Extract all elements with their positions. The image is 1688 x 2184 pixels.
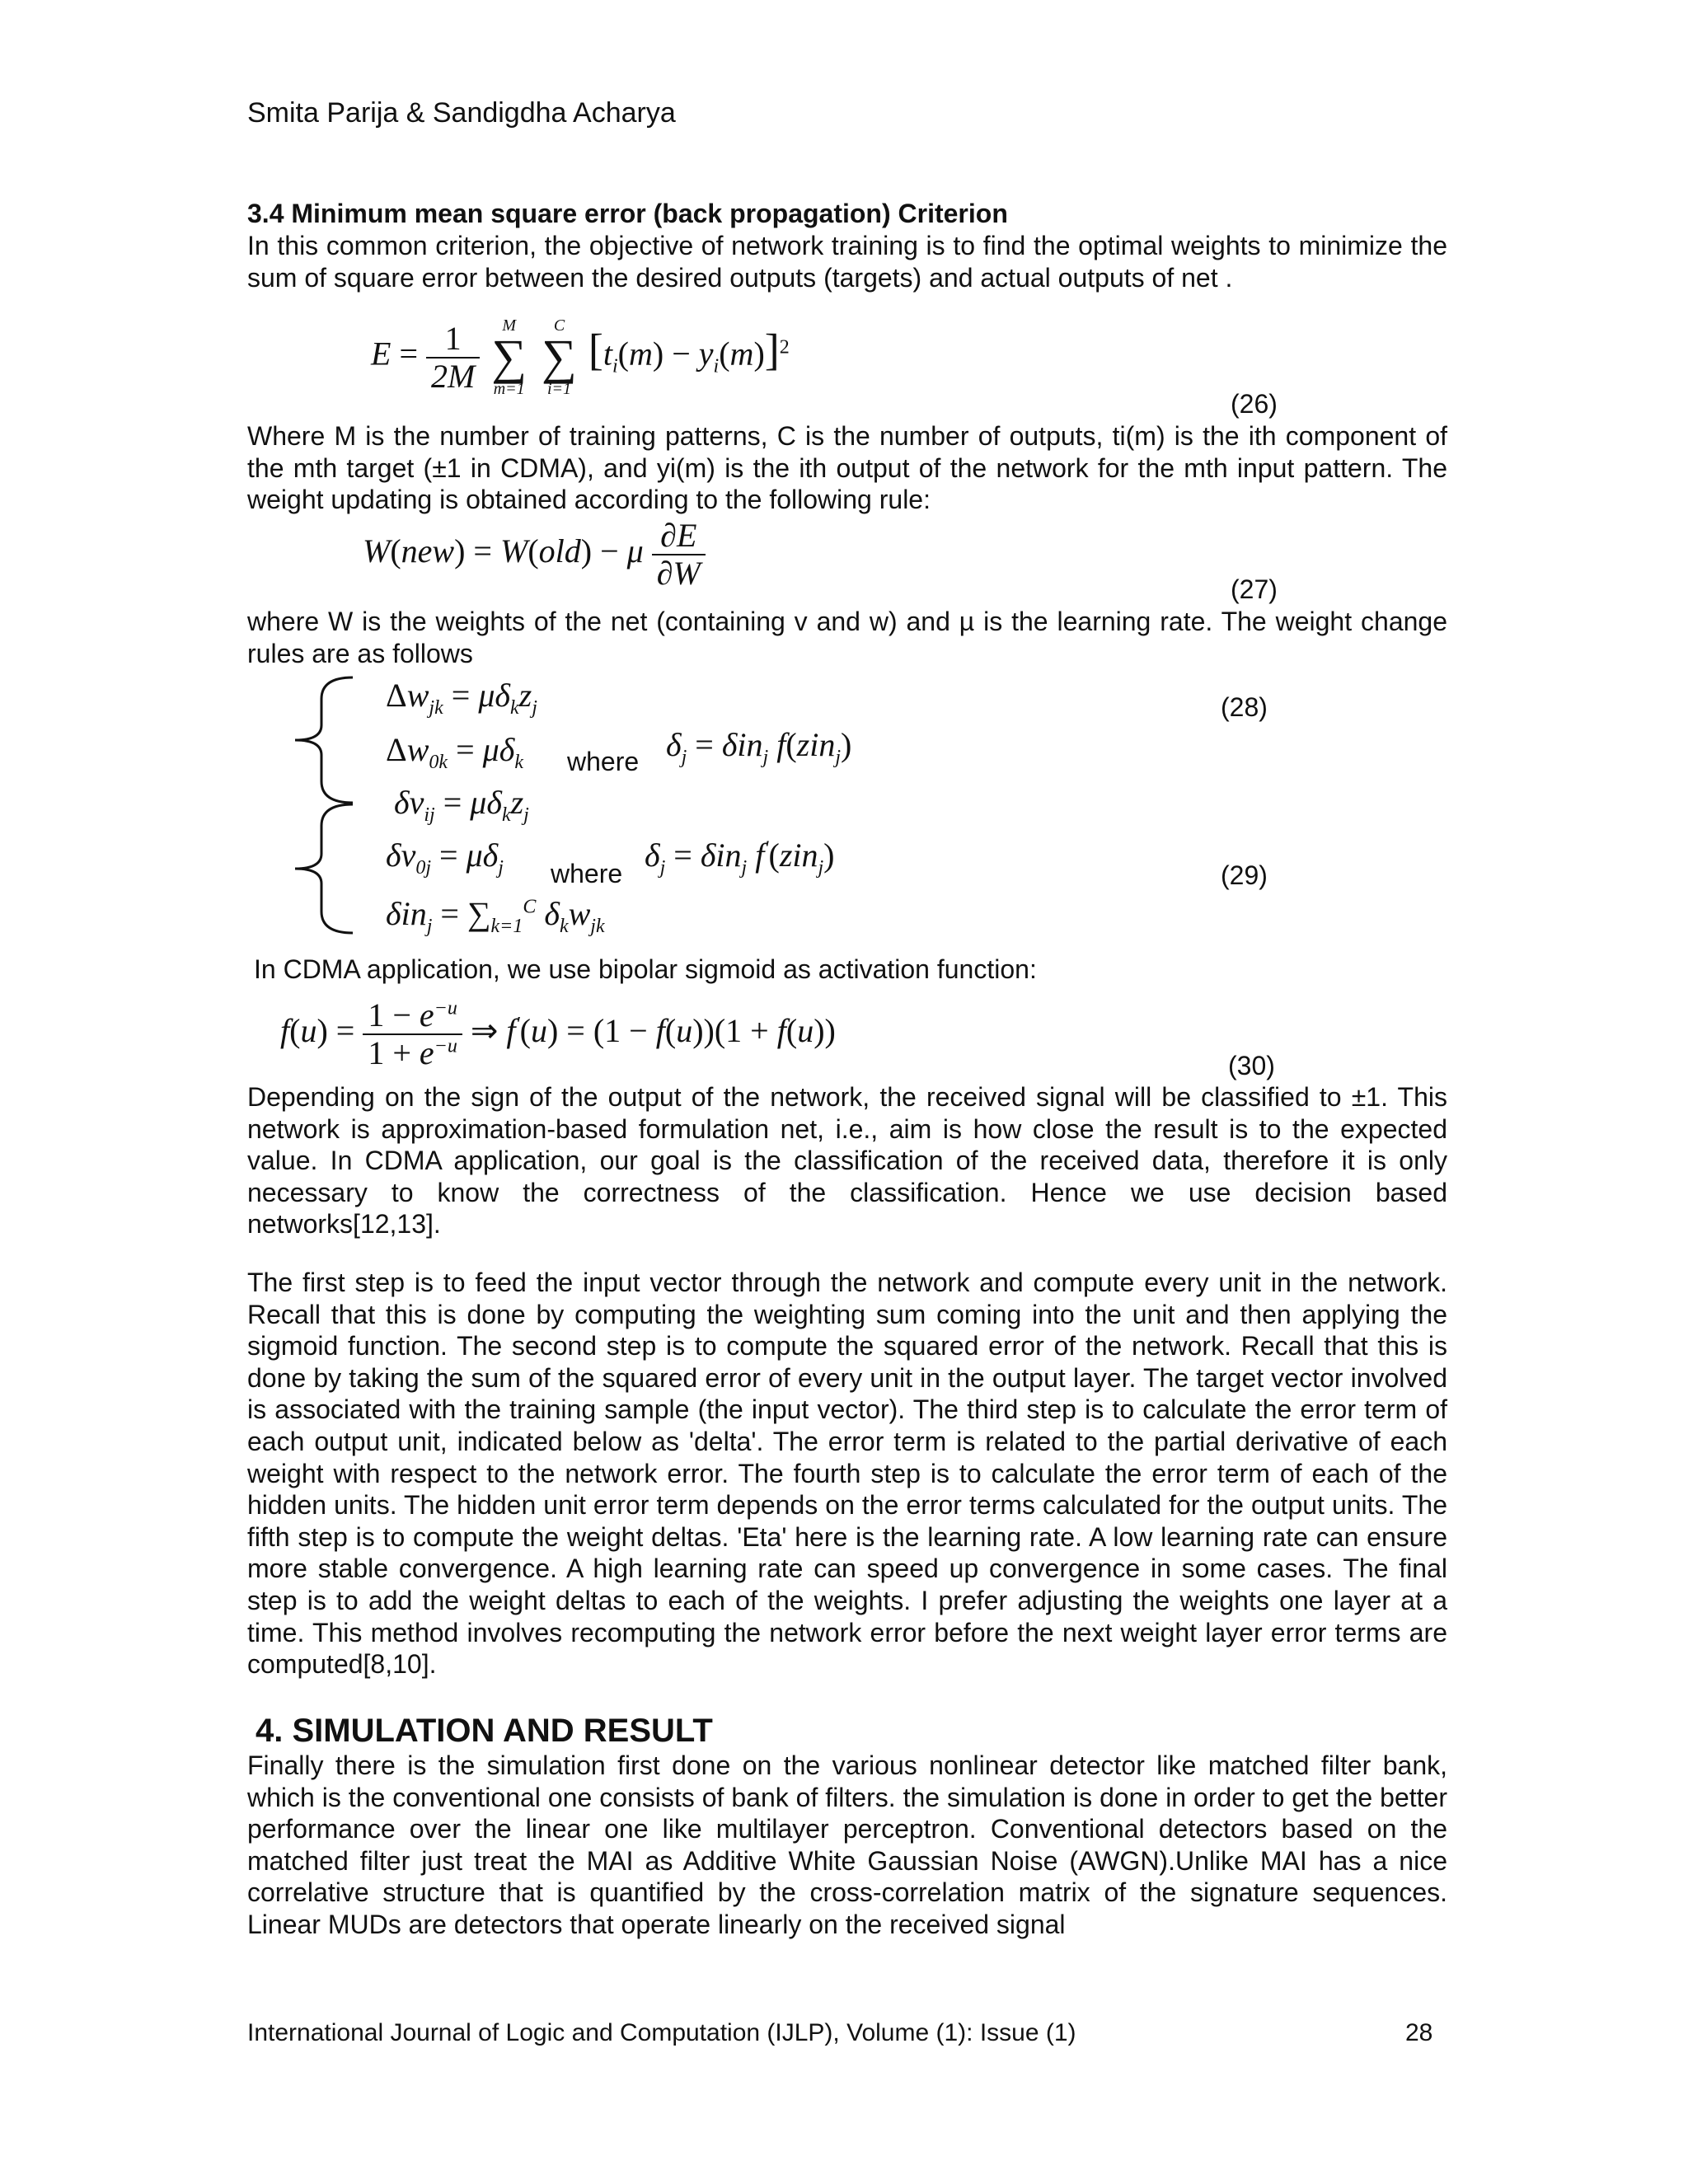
brace-icon xyxy=(288,801,363,936)
equation-29-line-1: $\delta v_{ij} = \mu\delta_kz_j$ xyxy=(394,784,529,826)
equation-29-number: (29) xyxy=(1221,860,1268,890)
footer-page-number: 28 xyxy=(1405,2019,1433,2046)
section-4-heading: 4. SIMULATION AND RESULT xyxy=(256,1713,713,1749)
equation-27-number: (27) xyxy=(1231,574,1278,604)
equation-28-line-2: $\Delta w_{0k} = \mu\delta_k$ xyxy=(386,731,523,773)
equation-29-delta-def: $\delta_j = \delta in_j$ f'(zin$_j$) xyxy=(645,837,835,879)
where-label: where xyxy=(567,747,640,776)
equation-28-delta-def: $\delta_j = \delta in_j$ f(zin$_j$) xyxy=(666,726,852,768)
equation-29-line-3: $\delta in_j = \sum_{k=1}^C$ $\delta_kw_{jk}$ xyxy=(386,895,605,937)
paragraph-classification: Depending on the sign of the output of the network, the received signal will be classified to ±1. This network is approximation-based formulation net, i.e., aim is how close the result is to the expected value. In CDMA application, our goal is the classification of the received data, therefore it is only necessary to know the correctness of the classification. Hence we use decision based networks[12,13]. xyxy=(247,1082,1447,1240)
equation-28-line-1: $\Delta w_{jk} = \mu\delta_kz_j$ xyxy=(386,677,537,719)
equation-27: W(new) = W(old) − μ $\frac{\partial E}{\partial W}$ xyxy=(363,518,706,592)
equation-29-line-2: $\delta v_{0j} = \mu\delta_j$ xyxy=(386,837,504,879)
equation-30-number: (30) xyxy=(1228,1051,1275,1080)
section-3-4-before-eq30: In CDMA application, we use bipolar sigmoid as activation function: xyxy=(254,954,1037,984)
section-3-4-intro: In this common criterion, the objective of network training is to find the optimal weights to minimize the sum of square error between the desired outputs (targets) and actual outputs of net . xyxy=(247,231,1447,293)
equation-26: E = $\frac{1}{2M}$ M ∑ m=1 C ∑ i=1 $[t_i(m) - y_i(m)]^2$ xyxy=(371,316,790,398)
equation-26-number: (26) xyxy=(1231,389,1278,419)
equation-28-number: (28) xyxy=(1221,692,1268,722)
footer-journal: International Journal of Logic and Computation (IJLP), Volume (1): Issue (1) xyxy=(247,2019,1076,2046)
paragraph-training-steps: The first step is to feed the input vector through the network and compute every unit in the network. Recall that this is done by computing the weighting sum coming into the unit and then applying the sigmoid function. The second step is to compute the squared error of the network. Recall that this is done by taking the sum of the squared error of every unit in the output layer. The target vector involved is associated with the training sample (the input vector). The third step is to calculate the error term of each output unit, indicated below as 'delta'. The error term is related to the partial derivative of each weight with respect to the network error. The fourth step is to calculate the error term of each of the hidden units. The hidden unit error term depends on the error terms calculated for the output units. The fifth step is to compute the weight deltas. 'Eta' here is the learning rate. A low learning rate can ensure more stable convergence. A high learning rate can speed up convergence in some cases. The final step is to add the weight deltas to each of the weights. I prefer adjusting the weights one layer at a time. This method involves recomputing the network error before the next weight layer error terms are computed[8,10]. xyxy=(247,1268,1447,1680)
equation-30: f(u) = $\frac{1 - e^{-u}}{1 + e^{-u}}$ ⇒ f'(u) = (1 − f(u))(1 + f(u)) xyxy=(280,996,836,1071)
section-4-paragraph: Finally there is the simulation first done on the various nonlinear detector like matched filter bank, which is the conventional one consists of bank of filters. the simulation is done in order to get the better performance over the linear one like multilayer perceptron. Conventional detectors based on the matched filter just treat the MAI as Additive White Gaussian Noise (AWGN).Unlike MAI has a nice correlative structure that is quantified by the cross-correlation matrix of the signature sequences. Linear MUDs are detectors that operate linearly on the received signal xyxy=(247,1750,1447,1939)
section-3-4-after-eq26: Where M is the number of training patterns, C is the number of outputs, ti(m) is the ith component of the mth target (±1 in CDMA), and yi(m) is the ith output of the network for the mth input pattern. The weight updating is obtained according to the following rule: xyxy=(247,421,1447,515)
where-label: where xyxy=(551,859,623,888)
brace-icon xyxy=(288,674,363,806)
running-head-authors: Smita Parija & Sandigdha Acharya xyxy=(247,97,676,129)
section-3-4-heading: 3.4 Minimum mean square error (back propagation) Criterion xyxy=(247,199,1008,228)
section-3-4-after-eq27: where W is the weights of the net (containing v and w) and µ is the learning rate. The weight change rules are as follows xyxy=(247,607,1447,668)
